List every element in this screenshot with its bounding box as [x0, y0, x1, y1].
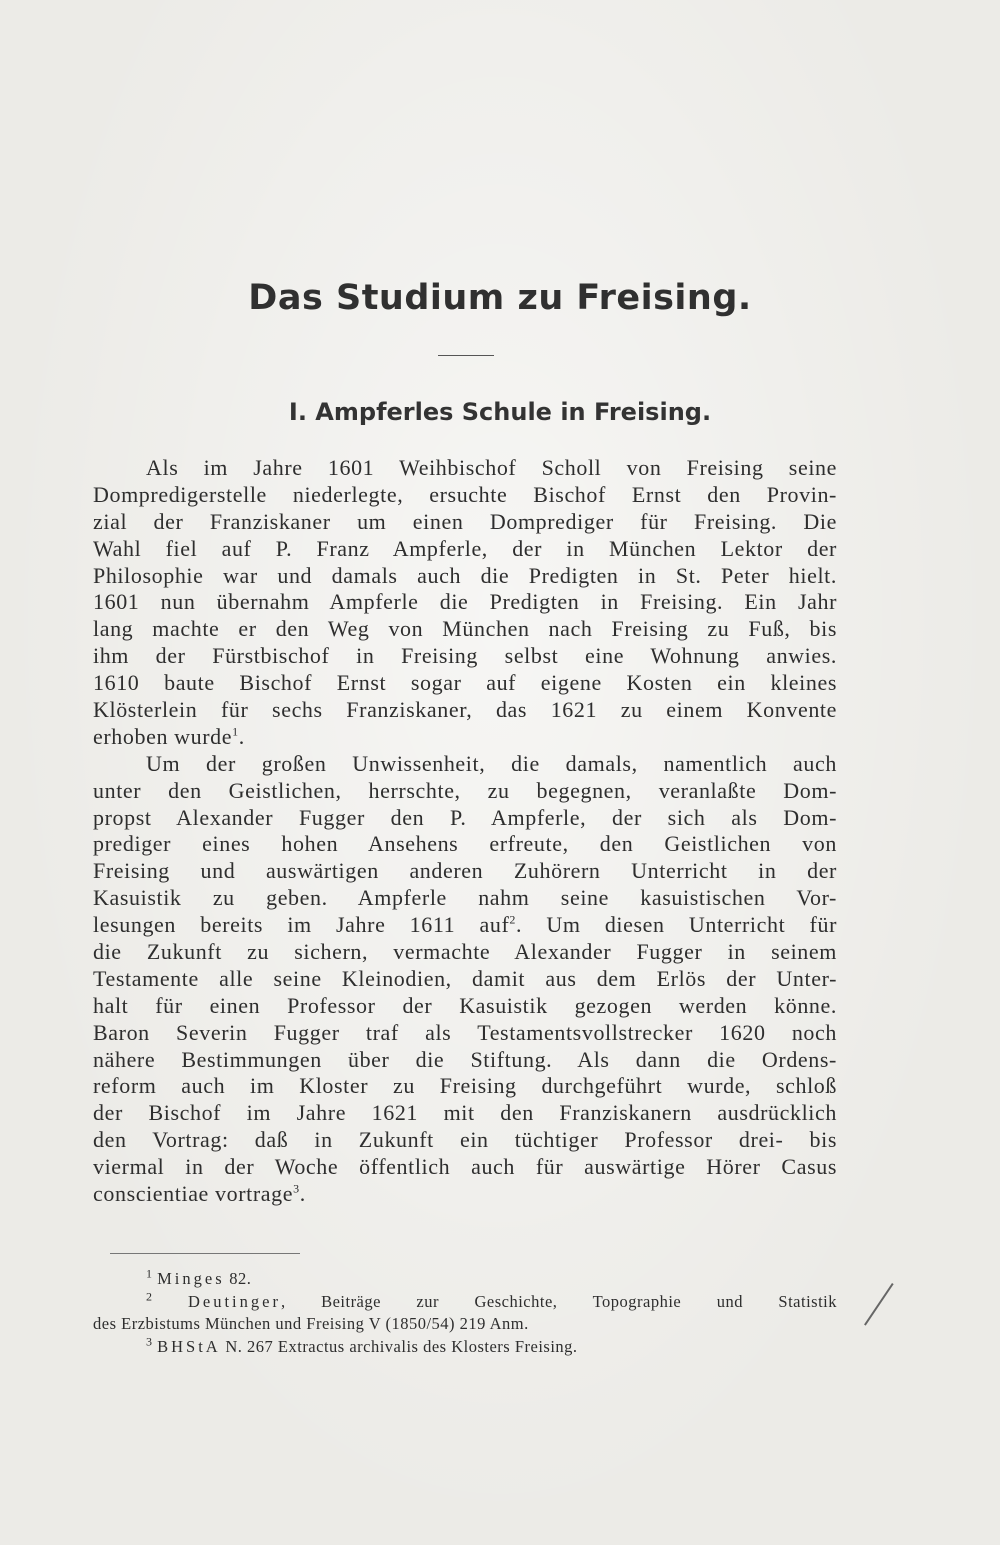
text-segment: . Um diesen Unterricht für — [516, 912, 837, 938]
text-line: unter den Geistlichen, herrschte, zu begegnen, veranlaßte Dom- — [93, 777, 837, 803]
text-line: Dompredigerstelle niederlegte, ersuchte Bischof Ernst den Provin- — [93, 481, 837, 507]
text-line — [93, 1181, 837, 1208]
pencil-mark — [864, 1283, 894, 1326]
footnote-author: BHStA — [157, 1336, 221, 1356]
text-line: Philosophie war und damals auch die Predigten in St. Peter hielt. — [93, 562, 837, 588]
text-line: nähere Bestimmungen über die Stiftung. Als dann die Ordens- — [93, 1046, 837, 1072]
text-line: Um der großen Unwissenheit, die damals, namentlich auch — [146, 750, 837, 776]
footnote-ref: 3 — [293, 1181, 300, 1196]
text-line: viermal in der Woche öffentlich auch für auswärtige Hörer Casus — [93, 1154, 837, 1180]
text-segment: . — [299, 1181, 306, 1207]
text-segment: conscientiae vortrage — [93, 1181, 294, 1207]
text-segment: erhoben wurde — [93, 723, 233, 749]
footnote-ref: 2 — [509, 912, 517, 927]
footnote — [93, 1336, 837, 1359]
section-heading: I. Ampferles Schule in Freising. — [288, 398, 712, 426]
text-segment: . — [238, 723, 245, 749]
text-line: Wahl fiel auf P. Franz Ampferle, der in München Lektor der — [93, 535, 837, 561]
text-line: lang machte er den Weg von München nach Freising zu Fuß, bis — [93, 616, 837, 642]
text-line: Baron Severin Fugger traf als Testamentsvollstrecker 1620 noch — [93, 1019, 837, 1045]
text-line: Als im Jahre 1601 Weihbischof Scholl von Freising seine — [146, 455, 837, 480]
footnote-number: 1 — [146, 1266, 153, 1281]
footnote-ref: 1 — [232, 724, 239, 739]
footnote-text: N. 267 Extractus archivalis des Klosters Freising. — [220, 1336, 578, 1356]
footnote — [93, 1268, 837, 1291]
footnote-number: 2 — [146, 1289, 153, 1304]
footnote-divider — [110, 1253, 300, 1254]
page-title: Das Studium zu Freising. — [248, 278, 752, 318]
text-line: zial der Franziskaner um einen Domprediger für Freising. Die — [93, 508, 837, 534]
footnote-text: 82. — [224, 1269, 252, 1288]
text-line: halt für einen Professor der Kasuistik gezogen werden könne. — [93, 992, 837, 1018]
text-line: Freising und auswärtigen anderen Zuhörern Unterricht in der — [93, 858, 837, 884]
text-line: prediger eines hohen Ansehens erfreute, den Geistlichen von — [93, 831, 837, 857]
text-line: der Bischof im Jahre 1621 mit den Franziskanern ausdrücklich — [93, 1100, 837, 1126]
text-line: reform auch im Kloster zu Freising durchgeführt wurde, schloß — [93, 1073, 837, 1099]
text-line: 1610 baute Bischof Ernst sogar auf eigene Kosten ein kleines — [93, 670, 837, 696]
footnote-number: 3 — [146, 1334, 153, 1349]
text-line — [93, 912, 837, 939]
text-line — [93, 724, 837, 751]
text-line: Testamente alle seine Kleinodien, damit aus dem Erlös der Unter- — [93, 965, 837, 991]
text-line: Klösterlein für sechs Franziskaner, das 1621 zu einem Konvente — [93, 697, 837, 723]
text-segment: lesungen bereits im Jahre 1611 auf — [93, 912, 510, 938]
text-line: die Zukunft zu sichern, vermachte Alexander Fugger in seinem — [93, 939, 837, 965]
text-line: propst Alexander Fugger den P. Ampferle, der sich als Dom- — [93, 804, 837, 830]
text-line: ihm der Fürstbischof in Freising selbst eine Wohnung anwies. — [93, 643, 837, 669]
text-line: den Vortrag: daß in Zukunft ein tüchtiger Professor drei- bis — [93, 1127, 837, 1153]
title-divider — [438, 355, 494, 356]
footnote — [93, 1291, 837, 1314]
text-line: Kasuistik zu geben. Ampferle nahm seine kasuistischen Vor- — [93, 885, 837, 911]
footnote-author: Minges — [157, 1269, 225, 1288]
footnotes — [93, 1268, 837, 1358]
footnote-continuation: des Erzbistums München und Freising V (1850/54) 219 Anm. — [93, 1314, 529, 1334]
text-line: 1601 nun übernahm Ampferle die Predigten in Freising. Ein Jahr — [93, 589, 837, 615]
footnote-text: , Beiträge zur Geschichte, Topographie und Statistik — [280, 1291, 838, 1311]
footnote-author: Deutinger — [187, 1291, 281, 1311]
body-text — [93, 455, 837, 1208]
